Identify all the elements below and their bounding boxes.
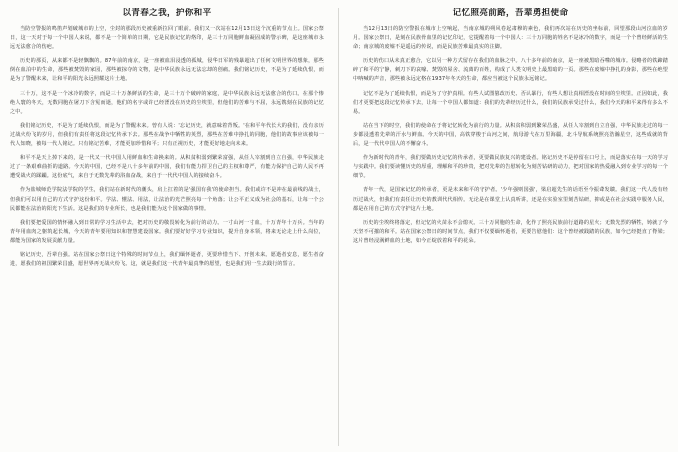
document-column-left (10, 8, 339, 446)
paragraph: 当12月13日的防空警报在城市上空响起，当南京城的朔风卷起肃穆的素色，我们再次站在历史的坐标前，回望那段山河泣血的岁月。国家公祭日，是刻在民族骨血里的记忆印记，它提醒着每一个中国人：三十万同胞的姓名不是冰冷的数字，而是一个个曾经鲜活的生命；南京城的废墟不是遥远的传说，而是民族苦难最真实的注脚。 (353, 26, 668, 51)
paragraph: 历史的那页，从来都不是轻飘飘的。87年前的南京，是一座被血泪浸透的孤城，侵华日军的残暴超出了任何文明世界的想象，那些倒在血泊中的生命，那些被焚毁的家园，那些被掠夺的文物，是中华民族永远无法忘却的创痛。我们铭记历史，不是为了延续仇恨，而是为了警醒未来，让和平的阳光永远照耀这片土地。 (10, 58, 324, 83)
paragraph: 当防空警报的鸣笛声划破城市的上空，尘封的那段历史被重新拉回了眼前。我们又一次站在12月13日这个沉重的节点上。国家公祭日，这一天对于每一个中国人来说，都不是一个简单的日期，它是民族记忆的烙印，是三十万同胞鲜血凝固成的警示碑，是这座城市永远无法愈合的伤疤。 (10, 26, 324, 51)
column-left-title: 以青春之我，护你和平 (122, 8, 212, 18)
paragraph: 作为盐城师范学院法学院的学生，我们站在新时代的潮头，肩上扛着的是'强国有我'的使命担当。我们或许不是冲在最前线的战士，但我们可以用自己的方式守护这份和平。学法、懂法、用法，让法治的光芒照亮每一个角落；让公平正义成为社会的基石，让每一个公民都能在法治的阳光下生活。这是我们的专业所长，也是我们能为这个国家做的事情。 (10, 187, 324, 212)
paragraph: 青年一代，是国家记忆的传承者，更是未来和平的守护者。'少年强则国强'，梁启超先生的话语至今振聋发聩。我们这一代人没有经历过战火，但我们有责任让历史的教训代代相传。无论是在课堂上认真听讲，还是在实验室里刻苦钻研，抑或是在社会实践中服务人民，都是在用自己的方式守护这片土地。 (353, 187, 668, 212)
paragraph: 作为新时代的青年，我们要做历史记忆的传承者，更要做民族复兴的建设者。铭记历史不是停留在口号上，而是落实在每一天的学习与实践中。我们要读懂历史的厚重，理解和平的珍贵，把对先辈的告慰转化为刻苦钻研的动力，把对国家的热爱融入到专业学习的每一个细节。 (353, 155, 668, 180)
paragraph: 历史的尘埃终将落定，但记忆的火苗永不会熄灭。三十万同胞的生命，化作了照亮民族前行道路的星火；无数先烈的牺牲，铸就了今天坚不可摧的和平。站在国家公祭日的时间节点，我们不仅要缅怀逝者，更要告慰他们：这个曾经被践踏的民族，如今已经挺直了脊梁；这片曾经浸满鲜血的土地，如今正绽放着和平的花朵。 (353, 219, 668, 244)
paragraph: 和平不是天上掉下来的，是一代又一代中国人用鲜血和生命换来的。从积贫积弱到繁荣富强，从任人宰割到自立自强，中华民族走过了一条艰难曲折的道路。今天的中国，已经不是八十多年前的中国，我们有能力捍卫自己的主权和尊严，有能力保护自己的人民不再遭受战火的蹂躏。这份底气，来自于无数先辈的浴血奋战，来自于一代代中国人的接续奋斗。 (10, 155, 324, 180)
column-right-body (353, 25, 668, 446)
document-column-right (339, 8, 668, 446)
paragraph: 记忆不是为了延续仇恨，而是为了守护真相。有些人试图篡改历史、否认暴行，有些人想让真相湮没在时间的尘埃里。正因如此，我们才更要把这段记忆传承下去，让每一个中国人都知道：我们的先辈经历过什么，我们的民族承受过什么，我们今天的和平来得有多么不易。 (353, 90, 668, 115)
paragraph: 站在当下的时空，我们的使命在于将记忆转化为前行的力量。从积贫积弱到繁荣昌盛，从任人宰割到自立自强，中华民族走过的每一步都浸透着先辈的汗水与鲜血。今天的中国，高铁穿梭于山河之间，航母游弋在万里海疆，北斗导航系统照亮浩瀚星空，这些成就的背后，是一代代中国人的不懈奋斗。 (353, 122, 668, 148)
paragraph: 我们要把爱国的情怀融入到日常的学习生活中去，把对历史的敬畏转化为前行的动力。一寸山河一寸血，十万青年十万兵。当年的青年用血肉之躯筑起长城，今天的青年要用知识和智慧建设国家。我们要好好学习专业知识，提升自身本领，将来无论走上什么岗位，都能为国家的发展贡献力量。 (10, 219, 324, 244)
column-right-title: 记忆照亮前路，吾辈勇担使命 (452, 8, 569, 18)
column-left-body (10, 25, 324, 446)
paragraph: 三十万，这不是一个冰冷的数字，而是三十万条鲜活的生命，是三十万个破碎的家庭，是中华民族永远无法愈合的伤口。在那个惨绝人寰的冬天，无数同胞在屠刀下含冤而逝，他们的名字或许已经湮没在历史的尘埃里，但他们的苦难与不屈，永远镌刻在民族的记忆之中。 (10, 90, 324, 115)
paragraph: 历史的伤口从未真正愈合，它以另一种方式留存在我们的血脉之中。八十多年前的南京，是一座被黑暗吞噬的城市。侵略者的铁蹄踏碎了和平的宁静，刺刀下的哀嚎、焚毁的屋舍、流离的百姓，构成了人类文明史上最黑暗的一页。那些在废墟中挣扎的身影，那些在绝望中呐喊的声音，那些被永远定格在1937年冬天的生命，都应当被这个民族永远铭记。 (353, 58, 668, 83)
paragraph: 铭记历史，吾辈自强。站在国家公祭日这个特殊的时间节点上，我们缅怀逝者，更要珍惜当下、开创未来。愿逝者安息，愿生者奋进，愿我们的祖国繁荣昌盛，愿世界再无战火纷飞。这，就是我们这一代青年最真挚的愿望，也是我们用一生去践行的誓言。 (10, 251, 324, 268)
paragraph: 我们铭记历史，不是为了延续仇恨，而是为了警醒未来。曾有人说：'忘记历史，就意味着背叛。'在和平年代长大的我们，没有亲历过战火纷飞的岁月，但我们有责任将这段记忆传承下去。那些在战争中牺牲的英烈，那些在苦难中挣扎的同胞，他们的故事应该被每一代人知晓，被每一代人铭记。只有铭记苦难，才能更加珍惜和平；只有正视历史，才能更好地走向未来。 (10, 122, 324, 148)
